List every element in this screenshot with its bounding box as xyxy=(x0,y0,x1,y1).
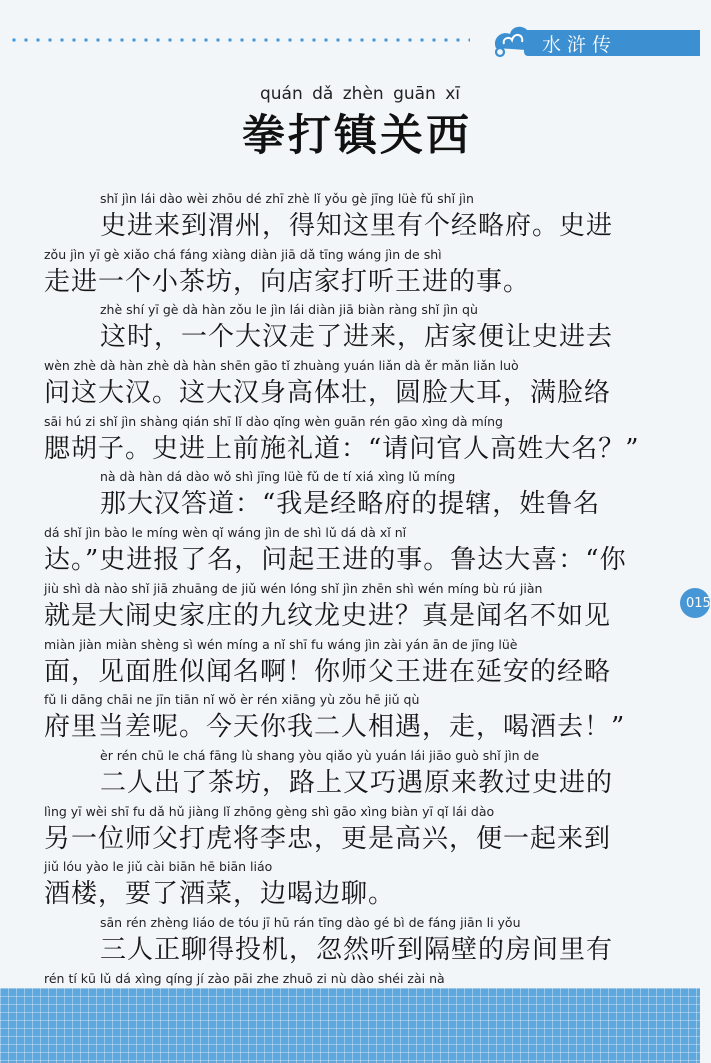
story-text xyxy=(44,188,674,1023)
pinyin-line: jiǔ lóu yào le jiǔ cài biān hē biān liáo xyxy=(44,859,273,875)
pinyin-line: fǔ li dāng chāi ne jīn tiān nǐ wǒ èr rén xiāng yù zǒu hē jiǔ qù xyxy=(44,692,420,708)
bottom-grid-band xyxy=(0,988,700,1063)
text-line xyxy=(44,188,674,244)
text-line xyxy=(44,355,674,411)
chapter-title-pinyin: quán dǎ zhèn guān xī xyxy=(259,84,461,104)
hanzi-line: 问这大汉。这大汉身高体壮，圆脸大耳，满脸络 xyxy=(44,378,612,409)
page-number-badge: 015 xyxy=(680,588,710,618)
text-line xyxy=(44,912,674,968)
text-line xyxy=(44,522,674,578)
pinyin-line: zǒu jìn yī gè xiǎo chá fáng xiàng diàn jiā dǎ tīng wáng jìn de shì xyxy=(44,246,442,262)
hanzi-line: 另一位师父打虎将李忠，更是高兴，便一起来到 xyxy=(44,823,612,854)
chapter-title: 拳打镇关西 xyxy=(242,111,472,161)
hanzi-line: 腮胡子。史进上前施礼道：“请问官人高姓大名？” xyxy=(44,433,640,464)
hanzi-line: 酒楼，要了酒菜，边喝边聊。 xyxy=(44,879,396,910)
pinyin-line: sāi hú zi shǐ jìn shàng qián shī lǐ dào qǐng wèn guān rén gāo xìng dà míng xyxy=(44,413,503,429)
hanzi-line: 就是大闹史家庄的九纹龙史进？真是闻名不如见 xyxy=(44,600,612,631)
text-line xyxy=(44,856,674,912)
book-title-tab xyxy=(490,24,700,58)
pinyin-line: jiù shì dà nào shǐ jiā zhuāng de jiǔ wén lóng shǐ jìn zhēn shì wén míng bù rú jiàn xyxy=(44,580,543,596)
pinyin-line: zhè shí yī gè dà hàn zǒu le jìn lái diàn jiā biàn ràng shǐ jìn qù xyxy=(100,302,478,318)
book-title: 水浒传 xyxy=(524,30,700,56)
text-line xyxy=(44,801,674,857)
hanzi-line: 那大汉答道：“我是经略府的提辖，姓鲁名 xyxy=(100,489,601,520)
pinyin-line: nà dà hàn dá dào wǒ shì jīng lüè fǔ de tí xiá xìng lǔ míng xyxy=(100,469,456,485)
text-line xyxy=(44,466,674,522)
text-line xyxy=(44,578,674,634)
hanzi-line: 史进来到渭州，得知这里有个经略府。史进 xyxy=(100,211,614,241)
pinyin-line: lìng yī wèi shī fu dǎ hǔ jiàng lǐ zhōng gèng shì gāo xìng biàn yī qǐ lái dào xyxy=(44,803,495,819)
hanzi-line: 这时，一个大汉走了进来，店家便让史进去 xyxy=(100,322,614,353)
chapter-title-block xyxy=(0,84,700,163)
hanzi-line: 府里当差呢。今天你我二人相遇，走，喝酒去！” xyxy=(44,712,626,743)
text-line xyxy=(44,689,674,745)
dotted-header-line xyxy=(8,38,470,42)
text-line xyxy=(44,634,674,690)
pinyin-line: èr rén chū le chá fāng lù shang yòu qiǎo yù yuán lái jiāo guò shǐ jìn de xyxy=(100,747,540,763)
pinyin-line: rén tí kū lǔ dá xìng qíng jí zào pāi zhe zhuō zi nù dào shéi zài nà xyxy=(44,970,445,986)
hanzi-line: 达。”史进报了名，问起王进的事。鲁达大喜：“你 xyxy=(44,545,627,576)
hanzi-line: 二人出了茶坊，路上又巧遇原来教过史进的 xyxy=(100,767,614,798)
hanzi-line: 走进一个小茶坊，向店家打听王进的事。 xyxy=(44,266,531,297)
hanzi-line: 面，见面胜似闻名啊！你师父王进在延安的经略 xyxy=(44,656,612,687)
text-line xyxy=(44,411,674,467)
pinyin-line: shǐ jìn lái dào wèi zhōu dé zhī zhè lǐ yǒu gè jīng lüè fǔ shǐ jìn xyxy=(100,191,474,206)
pinyin-line: miàn jiàn miàn shèng sì wén míng a nǐ shī fu wáng jìn zài yán ān de jīng lüè xyxy=(44,636,518,652)
pinyin-line: wèn zhè dà hàn zhè dà hàn shēn gāo tǐ zhuàng yuán liǎn dà ěr mǎn liǎn luò xyxy=(44,358,519,374)
text-line xyxy=(44,299,674,355)
text-line xyxy=(44,244,674,300)
text-line xyxy=(44,745,674,801)
hanzi-line: 三人正聊得投机，忽然听到隔壁的房间里有 xyxy=(100,934,614,965)
pinyin-line: sān rén zhèng liáo de tóu jī hū rán tīng dào gé bì de fáng jiān li yǒu xyxy=(100,914,521,930)
pinyin-line: dá shǐ jìn bào le míng wèn qǐ wáng jìn de shì lǔ dá dà xǐ nǐ xyxy=(44,525,407,541)
